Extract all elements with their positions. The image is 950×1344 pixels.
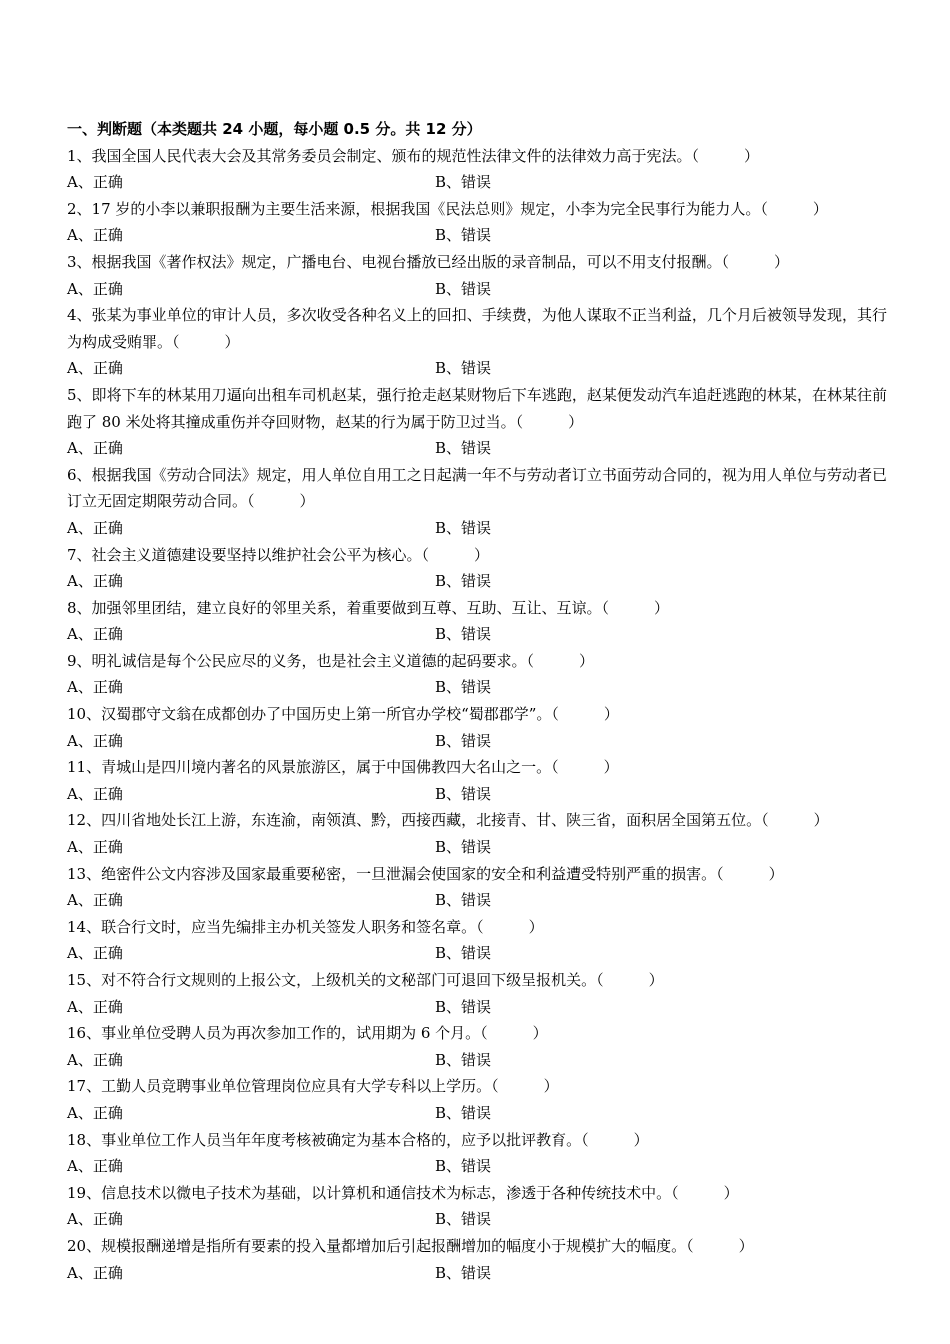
option-b: B、错误 [435, 359, 492, 378]
option-b: B、错误 [435, 572, 492, 591]
question-text: 2、17 岁的小李以兼职报酬为主要生活来源，根据我国《民法总则》规定，小李为完全民事行为能力人。（ ） [67, 199, 828, 218]
option-row [67, 435, 887, 462]
option-b: B、错误 [435, 838, 492, 857]
option-b: B、错误 [435, 1263, 492, 1282]
question-9 [67, 648, 887, 701]
question-11 [67, 754, 887, 807]
option-row [67, 728, 887, 755]
option-row [67, 994, 887, 1021]
option-a: A、正确 [67, 1210, 123, 1229]
question-text: 3、根据我国《著作权法》规定，广播电台、电视台播放已经出版的录音制品，可以不用支付报酬。（ ） [67, 252, 790, 271]
question-10 [67, 701, 887, 754]
option-a: A、正确 [67, 226, 123, 245]
question-2 [67, 196, 887, 249]
option-b: B、错误 [435, 891, 492, 910]
option-a: A、正确 [67, 625, 123, 644]
question-16 [67, 1020, 887, 1073]
question-text: 20、规模报酬递增是指所有要素的投入量都增加后引起报酬增加的幅度小于规模扩大的幅度。（ ） [67, 1236, 754, 1255]
option-b: B、错误 [435, 279, 492, 298]
question-7 [67, 542, 887, 595]
option-a: A、正确 [67, 1103, 123, 1122]
question-19 [67, 1180, 887, 1233]
option-row [67, 1100, 887, 1127]
question-text: 5、即将下车的林某用刀逼向出租车司机赵某，强行抢走赵某财物后下车逃跑，赵某便发动汽车追赶逃跑的林某，在林某往前跑了 80 米处将其撞成重伤并夺回财物，赵某的行为属于防卫过当。（ ） [67, 385, 887, 431]
option-row [67, 940, 887, 967]
option-b: B、错误 [435, 678, 492, 697]
question-4 [67, 302, 887, 382]
option-a: A、正确 [67, 439, 123, 458]
option-row [67, 568, 887, 595]
question-text: 9、明礼诚信是每个公民应尽的义务，也是社会主义道德的起码要求。（ ） [67, 651, 595, 670]
question-text: 1、我国全国人民代表大会及其常务委员会制定、颁布的规范性法律文件的法律效力高于宪法。（ ） [67, 146, 760, 165]
option-row [67, 1206, 887, 1233]
option-row [67, 621, 887, 648]
option-a: A、正确 [67, 838, 123, 857]
option-b: B、错误 [435, 731, 492, 750]
option-a: A、正确 [67, 518, 123, 537]
option-row [67, 674, 887, 701]
option-b: B、错误 [435, 518, 492, 537]
option-a: A、正确 [67, 997, 123, 1016]
question-text: 19、信息技术以微电子技术为基础，以计算机和通信技术为标志，渗透于各种传统技术中。（ ） [67, 1183, 739, 1202]
option-a: A、正确 [67, 572, 123, 591]
option-row [67, 1047, 887, 1074]
question-text: 18、事业单位工作人员当年年度考核被确定为基本合格的，应予以批评教育。（ ） [67, 1130, 649, 1149]
option-b: B、错误 [435, 997, 492, 1016]
option-row [67, 1260, 887, 1287]
question-text: 13、绝密件公文内容涉及国家最重要秘密，一旦泄漏会使国家的安全和利益遭受特别严重的损害。（ ） [67, 864, 784, 883]
question-text: 8、加强邻里团结，建立良好的邻里关系，着重要做到互尊、互助、互让、互谅。（ ） [67, 598, 670, 617]
option-row [67, 515, 887, 542]
question-text: 15、对不符合行文规则的上报公文，上级机关的文秘部门可退回下级呈报机关。（ ） [67, 971, 664, 989]
question-14 [67, 914, 887, 967]
option-a: A、正确 [67, 173, 123, 192]
option-a: A、正确 [67, 944, 123, 963]
option-a: A、正确 [67, 731, 123, 750]
option-b: B、错误 [435, 173, 492, 192]
option-row [67, 1153, 887, 1180]
option-a: A、正确 [67, 678, 123, 697]
question-3 [67, 249, 887, 302]
option-b: B、错误 [435, 226, 492, 245]
option-b: B、错误 [435, 1103, 492, 1122]
option-a: A、正确 [67, 1157, 123, 1176]
option-row [67, 887, 887, 914]
option-a: A、正确 [67, 359, 123, 378]
option-row [67, 355, 887, 382]
question-20 [67, 1233, 887, 1286]
option-row [67, 834, 887, 861]
option-b: B、错误 [435, 1157, 492, 1176]
option-a: A、正确 [67, 1050, 123, 1069]
option-b: B、错误 [435, 1050, 492, 1069]
question-text: 11、青城山是四川境内著名的风景旅游区，属于中国佛教四大名山之一。（ ） [67, 758, 619, 777]
question-12 [67, 807, 887, 860]
question-text: 4、张某为事业单位的审计人员，多次收受各种名义上的回扣、手续费，为他人谋取不正当利益，几个月后被领导发现，其行为构成受贿罪。（ ） [67, 306, 887, 351]
exam-page [67, 116, 887, 1286]
question-17 [67, 1073, 887, 1126]
section-title: 一、判断题（本类题共 24 小题，每小题 0.5 分。共 12 分） [67, 120, 482, 138]
question-text: 17、工勤人员竞聘事业单位管理岗位应具有大学专科以上学历。（ ） [67, 1077, 559, 1096]
option-row [67, 222, 887, 249]
question-text: 16、事业单位受聘人员为再次参加工作的，试用期为 6 个月。（ ） [67, 1024, 548, 1043]
question-6 [67, 462, 887, 542]
question-8 [67, 595, 887, 648]
question-18 [67, 1127, 887, 1180]
question-list [67, 143, 887, 1287]
question-text: 10、汉蜀郡守文翁在成都创办了中国历史上第一所官办学校“蜀郡郡学”。（ ） [67, 705, 619, 724]
question-5 [67, 382, 887, 462]
question-15 [67, 967, 887, 1020]
question-text: 12、四川省地处长江上游，东连渝，南领滇、黔，西接西藏，北接青、甘、陕三省，面积居全国第五位。（ ） [67, 811, 829, 830]
question-1 [67, 143, 887, 196]
option-row [67, 276, 887, 303]
option-a: A、正确 [67, 784, 123, 803]
option-b: B、错误 [435, 1210, 492, 1229]
option-a: A、正确 [67, 1263, 123, 1282]
question-text: 6、根据我国《劳动合同法》规定，用人单位自用工之日起满一年不与劳动者订立书面劳动合同的，视为用人单位与劳动者已订立无固定期限劳动合同。（ ） [67, 465, 887, 511]
option-b: B、错误 [435, 625, 492, 644]
option-a: A、正确 [67, 279, 123, 298]
option-row [67, 169, 887, 196]
question-text: 7、社会主义道德建设要坚持以维护社会公平为核心。（ ） [67, 545, 490, 564]
option-a: A、正确 [67, 891, 123, 910]
option-row [67, 781, 887, 808]
option-b: B、错误 [435, 784, 492, 803]
question-text: 14、联合行文时，应当先编排主办机关签发人职务和签名章。（ ） [67, 917, 544, 936]
question-13 [67, 861, 887, 914]
option-b: B、错误 [435, 439, 492, 458]
option-b: B、错误 [435, 944, 492, 963]
